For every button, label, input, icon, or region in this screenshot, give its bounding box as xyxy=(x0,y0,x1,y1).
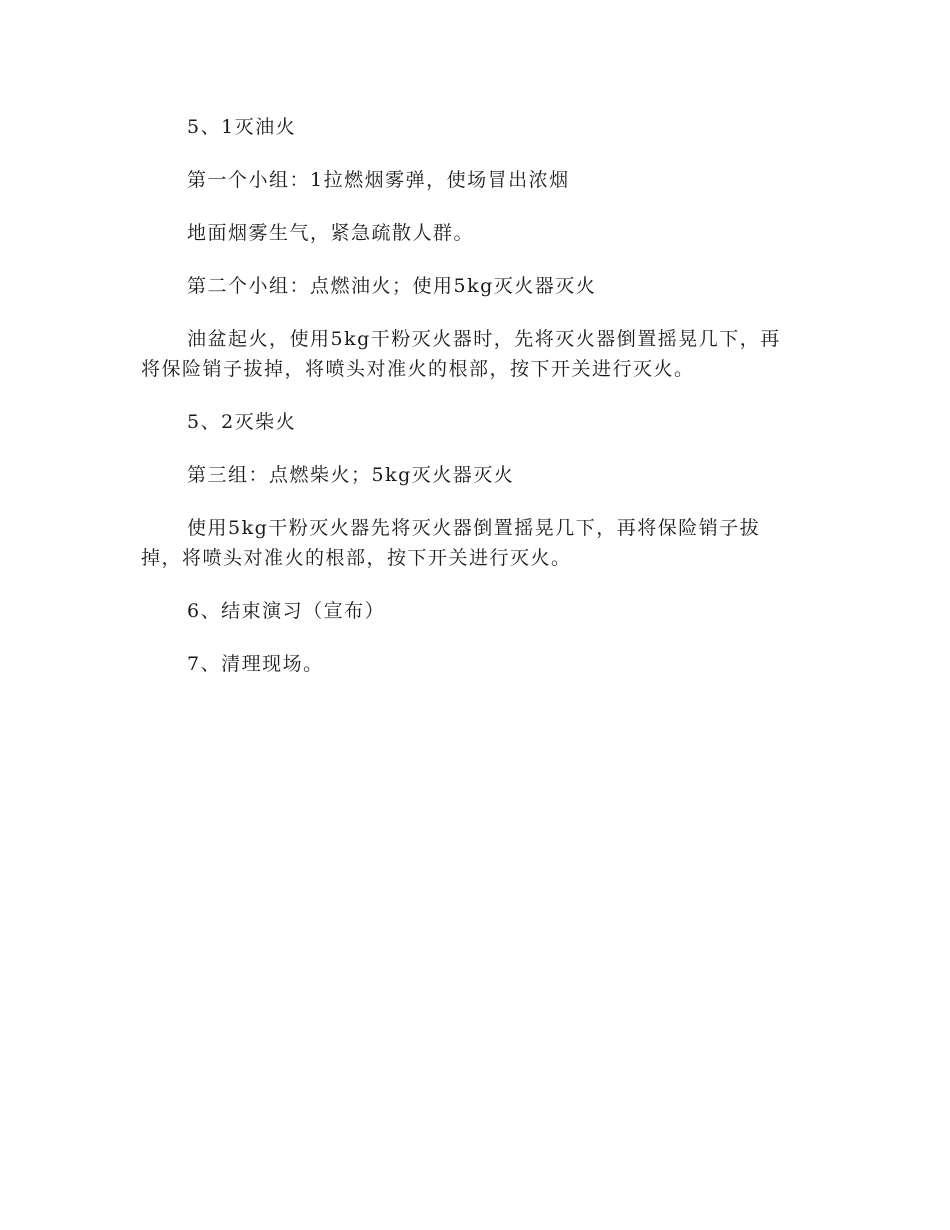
paragraph-oil-fire-procedure: 油盆起火，使用5kg干粉灭火器时，先将灭火器倒置摇晃几下，再将保险销子拔掉，将喷头对准火的根部，按下开关进行灭火。 xyxy=(141,328,781,380)
paragraph-group-one: 第一个小组：1拉燃烟雾弹，使场冒出浓烟 xyxy=(187,169,570,191)
document-body xyxy=(141,112,801,702)
paragraph-smoke-evacuation: 地面烟雾生气，紧急疏散人群。 xyxy=(187,222,475,244)
section-heading-wood-fire: 5、2灭柴火 xyxy=(187,411,297,433)
paragraph-group-two: 第二个小组：点燃油火；使用5kg灭火器灭火 xyxy=(187,275,597,297)
paragraph-group-three: 第三组：点燃柴火；5kg灭火器灭火 xyxy=(187,464,515,486)
section-heading-cleanup: 7、清理现场。 xyxy=(187,653,324,675)
section-heading-end-drill: 6、结束演习（宣布） xyxy=(187,600,386,622)
paragraph-wood-fire-procedure: 使用5kg干粉灭火器先将灭火器倒置摇晃几下，再将保险销子拔掉，将喷头对准火的根部，按下开关进行灭火。 xyxy=(141,517,761,569)
section-heading-oil-fire: 5、1灭油火 xyxy=(187,116,297,138)
